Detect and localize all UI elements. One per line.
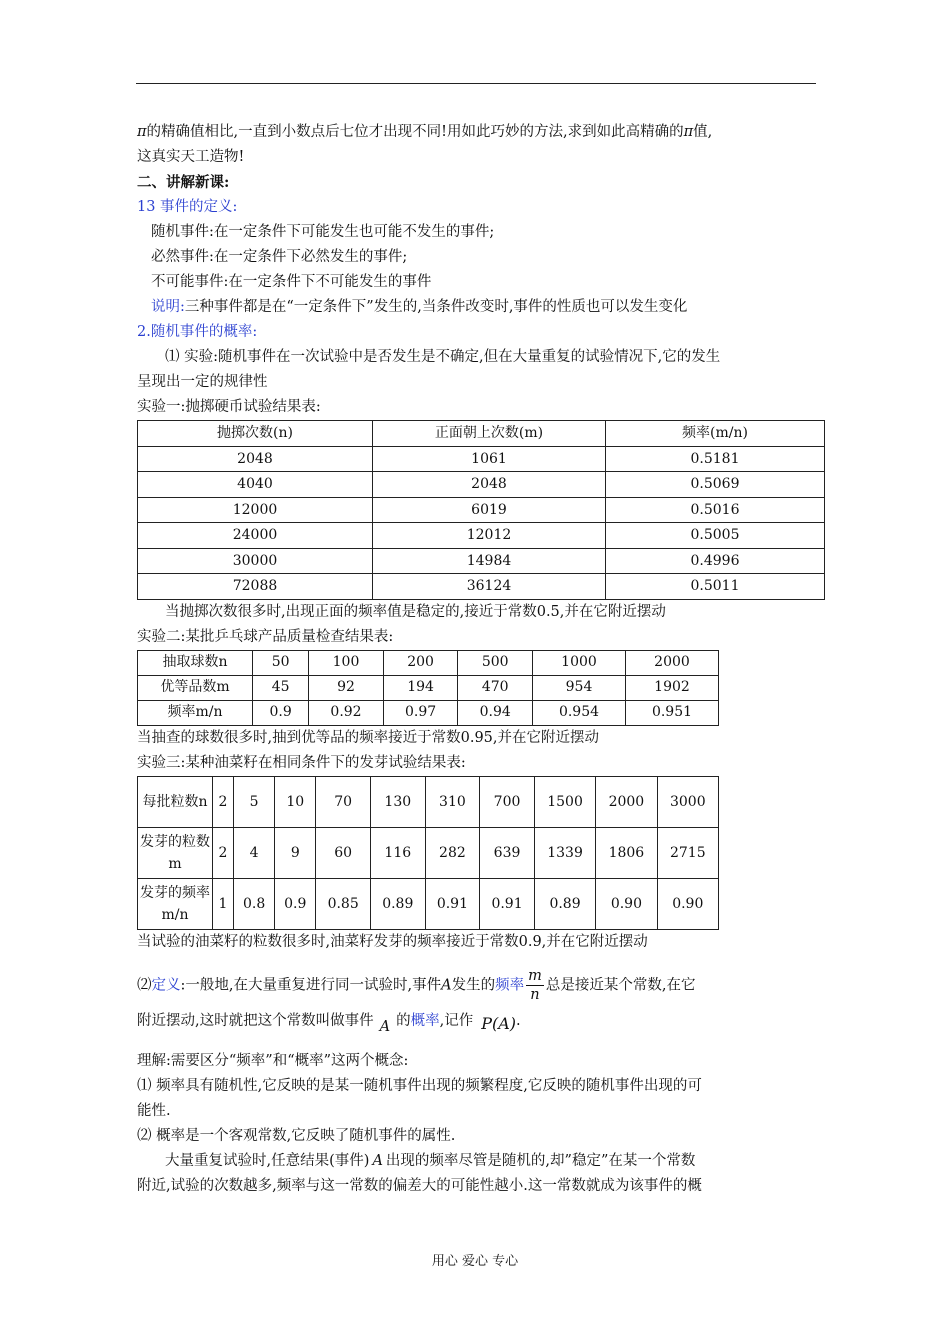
table-row	[138, 446, 825, 472]
intro-line-2: 这真实天工造物!	[137, 149, 245, 165]
table-cell: 10	[275, 776, 316, 827]
table-cell: 0.954	[533, 700, 626, 725]
table-cell: 500	[458, 650, 533, 675]
table-row	[138, 776, 719, 827]
table-cell: 2000	[625, 650, 718, 675]
table-cell: 0.8	[234, 878, 275, 929]
table-cell: 0.91	[480, 878, 535, 929]
experiment2-title: 实验二:某批乒乓球产品质量检查结果表:	[137, 628, 394, 645]
table-cell: 0.89	[370, 878, 425, 929]
experiment1-conclusion: 当抛掷次数很多时,出现正面的频率值是稳定的,接近于常数0.5,并在它附近摆动	[165, 603, 666, 620]
understanding-point-1a: ⑴ 频率具有随机性,它反映的是某一随机事件出现的频繁程度,它反映的随机事件出现的可	[137, 1077, 702, 1094]
table-cell: 36124	[373, 574, 606, 600]
experiment2-conclusion: 当抽查的球数很多时,抽到优等品的频率接近于常数0.95,并在它附近摆动	[137, 729, 600, 746]
table-cell: 12012	[373, 523, 606, 549]
section-heading: 二、讲解新课:	[137, 174, 230, 191]
table-cell: 0.5011	[606, 574, 825, 600]
table-cell: 700	[480, 776, 535, 827]
table-cell: 310	[425, 776, 480, 827]
table-cell: 470	[458, 675, 533, 700]
table-cell: 60	[316, 827, 371, 878]
table-row	[138, 472, 825, 498]
table-cell: 45	[253, 675, 309, 700]
table-header-row	[138, 421, 825, 447]
table-cell: 0.91	[425, 878, 480, 929]
table-cell: 0.9	[253, 700, 309, 725]
experiment-intro-line-2: 呈现出一定的规律性	[137, 374, 268, 390]
table-cell: 9	[275, 827, 316, 878]
table-cell: 30000	[138, 548, 373, 574]
experiment1-title: 实验一:抛掷硬币试验结果表:	[137, 399, 321, 415]
understanding-intro: 理解:需要区分“频率”和“概率”这两个概念:	[137, 1052, 409, 1069]
table-row	[138, 700, 719, 725]
row-label: 频率m/n	[138, 700, 253, 725]
table-cell: 1902	[625, 675, 718, 700]
table-cell: 0.85	[316, 878, 371, 929]
table-cell: 0.9	[275, 878, 316, 929]
table-row	[138, 548, 825, 574]
event-definition-heading: 13 事件的定义:	[137, 199, 238, 215]
table-cell: 639	[480, 827, 535, 878]
table-cell: 0.90	[657, 878, 718, 929]
understanding-point-3a: 大量重复试验时,任意结果(事件) A 出现的频率尽管是随机的,却”稳定”在某一个常数	[165, 1152, 696, 1169]
row-label: 发芽的粒数m	[138, 827, 213, 878]
table-cell: 2715	[657, 827, 718, 878]
table-cell: 6019	[373, 497, 606, 523]
certain-event-def: 必然事件:在一定条件下必然发生的事件;	[151, 249, 408, 265]
experiment-intro-line-1: ⑴ 实验:随机事件在一次试验中是否发生是不确定,但在大量重复的试验情况下,它的发生	[165, 349, 721, 365]
table-cell: 2048	[373, 472, 606, 498]
table-cell: 4	[234, 827, 275, 878]
table-cell: 24000	[138, 523, 373, 549]
understanding-point-1b: 能性.	[137, 1102, 171, 1119]
table-cell: 2048	[138, 446, 373, 472]
frequency-fraction: $\frac{m}{n}$	[528, 967, 542, 1003]
table-cell: 282	[425, 827, 480, 878]
impossible-event-def: 不可能事件:在一定条件下不可能发生的事件	[151, 274, 432, 290]
table-cell: 92	[309, 675, 384, 700]
table-header-cell: 正面朝上次数(m)	[373, 421, 606, 447]
table-cell: 200	[383, 650, 458, 675]
table-cell: 1806	[596, 827, 657, 878]
row-label: 优等品数m	[138, 675, 253, 700]
table-cell: 1061	[373, 446, 606, 472]
table-cell: 5	[234, 776, 275, 827]
table-header-cell: 抛掷次数(n)	[138, 421, 373, 447]
table-row	[138, 827, 719, 878]
probability-heading: 2.随机事件的概率:	[137, 324, 258, 340]
table-cell: 1000	[533, 650, 626, 675]
table-cell: 0.5181	[606, 446, 825, 472]
table-cell: 0.5069	[606, 472, 825, 498]
table-row	[138, 675, 719, 700]
header-rule	[136, 83, 816, 84]
table-cell: 2000	[596, 776, 657, 827]
table-cell: 1500	[534, 776, 595, 827]
table-cell: 194	[383, 675, 458, 700]
table-cell: 0.97	[383, 700, 458, 725]
pingpong-quality-table	[137, 650, 719, 726]
row-label: 每批粒数n	[138, 776, 213, 827]
table-cell: 0.89	[534, 878, 595, 929]
table-cell: 954	[533, 675, 626, 700]
intro-line-1: π的精确值相比,一直到小数点后七位才出现不同!用如此巧妙的方法,求到如此高精确的π值,	[137, 124, 713, 140]
table-cell: 2	[213, 827, 234, 878]
table-cell: 0.92	[309, 700, 384, 725]
table-cell: 130	[370, 776, 425, 827]
table-row	[138, 878, 719, 929]
event-note: 说明:三种事件都是在“一定条件下”发生的,当条件改变时,事件的性质也可以发生变化	[151, 299, 688, 315]
table-cell: 70	[316, 776, 371, 827]
definition-line-2: 附近摆动,这时就把这个常数叫做事件 A 的概率,记作 P(A).	[137, 1012, 521, 1035]
definition-line-1: ⑵定义:一般地,在大量重复进行同一试验时,事件A发生的频率 $\frac{m}{n}$ 总是接近某个常数,在它	[137, 967, 696, 1003]
experiment3-conclusion: 当试验的油菜籽的粒数很多时,油菜籽发芽的频率接近于常数0.9,并在它附近摆动	[137, 933, 648, 950]
random-event-def: 随机事件:在一定条件下可能发生也可能不发生的事件;	[151, 224, 495, 240]
table-header-cell: 频率(m/n)	[606, 421, 825, 447]
table-cell: 0.4996	[606, 548, 825, 574]
table-cell: 1339	[534, 827, 595, 878]
table-cell: 0.94	[458, 700, 533, 725]
row-label: 发芽的频率m/n	[138, 878, 213, 929]
coin-toss-table	[137, 420, 825, 600]
table-cell: 1	[213, 878, 234, 929]
table-cell: 0.5016	[606, 497, 825, 523]
table-row	[138, 650, 719, 675]
table-cell: 3000	[657, 776, 718, 827]
table-cell: 4040	[138, 472, 373, 498]
table-cell: 50	[253, 650, 309, 675]
table-cell: 116	[370, 827, 425, 878]
table-row	[138, 574, 825, 600]
table-cell: 0.951	[625, 700, 718, 725]
table-row	[138, 497, 825, 523]
understanding-point-3b: 附近,试验的次数越多,频率与这一常数的偏差大的可能性越小.这一常数就成为该事件的概	[137, 1177, 702, 1194]
experiment3-title: 实验三:某种油菜籽在相同条件下的发芽试验结果表:	[137, 754, 466, 771]
table-cell: 0.90	[596, 878, 657, 929]
understanding-point-2: ⑵ 概率是一个客观常数,它反映了随机事件的属性.	[137, 1127, 456, 1144]
table-cell: 14984	[373, 548, 606, 574]
document-body	[137, 120, 817, 1199]
table-row	[138, 523, 825, 549]
table-cell: 0.5005	[606, 523, 825, 549]
rapeseed-germination-table	[137, 776, 719, 930]
table-cell: 12000	[138, 497, 373, 523]
table-cell: 100	[309, 650, 384, 675]
page-footer: 用心 爱心 专心	[431, 1254, 519, 1269]
row-label: 抽取球数n	[138, 650, 253, 675]
table-cell: 2	[213, 776, 234, 827]
table-cell: 72088	[138, 574, 373, 600]
